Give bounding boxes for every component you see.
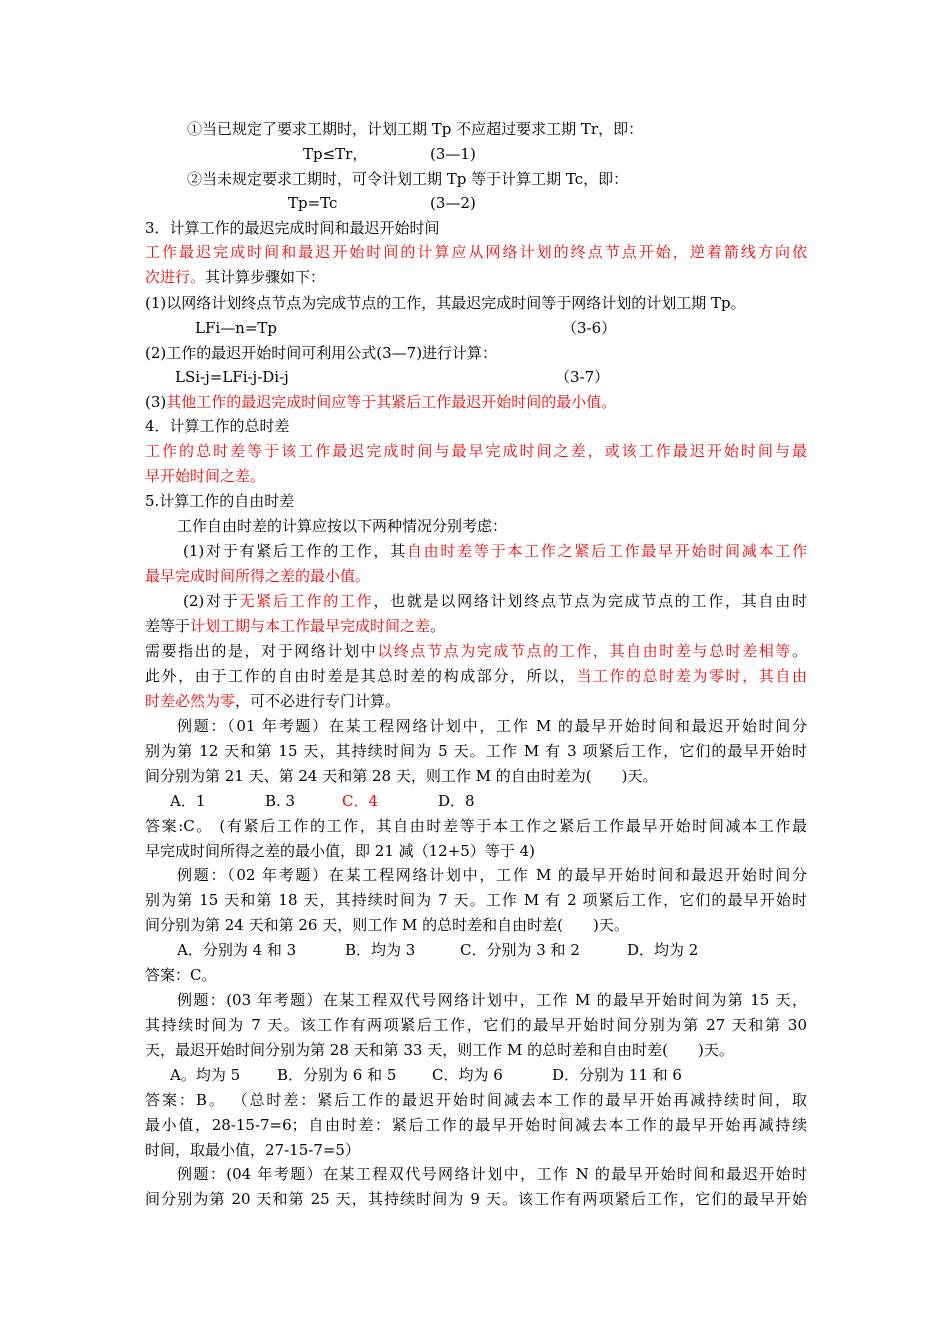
equation-number: （3-7） (555, 368, 610, 386)
answer-text: 早完成时间所得之差的最小值，即 21 减（12+5）等于 4) (145, 842, 535, 860)
text-span: (1)对于有紧后工作的工作，其 (183, 542, 407, 560)
highlighted-text: 以终点节点为完成节点的工作，其自由时差与总时差相等 (377, 642, 792, 660)
example-text: 例题：(04 年考题）在某工程双代号网络计划中，工作 N 的最早开始时间和最迟开始时 (177, 1165, 807, 1183)
text-line (145, 690, 400, 712)
answer-text: 答案：C。 (145, 966, 217, 984)
answer-option: C．分别为 3 和 2 (460, 941, 580, 959)
text-span: 。 (430, 617, 446, 635)
formula-text: LSi-j=LFi-j-Di-j (175, 368, 289, 386)
answer-option: C．4 (342, 792, 379, 810)
highlighted-text: 最早完成时间所得之差的最小值。 (145, 567, 371, 585)
text-line (145, 640, 807, 662)
answer-text: 时间，取最小值，27-15-7=5） (145, 1141, 360, 1159)
example-text: 例题：（01 年考题）在某工程网络计划中，工作 M 的最早开始时间和最迟开始时间分 (177, 717, 807, 735)
answer-option: A。均为 5 (170, 1066, 241, 1084)
example-text: 间分别为第 24 天和第 26 天，则工作 M 的总时差和自由时差( )天。 (145, 916, 629, 934)
example-text: 间分别为第 21 天、第 24 天和第 28 天，则工作 M 的自由时差为( )天。 (145, 767, 658, 785)
answer-option: A．1 (170, 792, 206, 810)
answer-option: A．分别为 4 和 3 (177, 941, 297, 959)
text-span: 差等于 (145, 617, 191, 635)
text-line (183, 540, 807, 562)
text-span: ，也就是以网络计划终点节点为完成节点的工作，其自由时 (373, 592, 807, 610)
example-text: 天，最迟开始时间分别为第 28 天和第 33 天，则工作 M 的总时差和自由时差( )天。 (145, 1041, 734, 1059)
example-text: 别为第 15 天和第 18 天，其持续时间为 7 天。工作 M 有 2 项紧后工作，它们的最早开始时 (145, 891, 807, 909)
example-text: 间分别为第 20 天和第 25 天，其持续时间为 9 天。该工作有两项紧后工作，它们的最早开始 (145, 1190, 807, 1208)
example-text: 别为第 12 天和第 15 天，其持续时间为 5 天。工作 M 有 3 项紧后工作，它们的最早开始时 (145, 742, 807, 760)
text-span: 需要指出的是，对于网络计划中 (145, 642, 378, 660)
example-text: 其持续时间为 7 天。该工作有两项紧后工作，它们的最早开始时间分别为第 27 天和第 30 (145, 1016, 807, 1034)
highlighted-text: 早开始时间之差。 (145, 467, 266, 485)
highlighted-text: 工作的总时差等于该工作最迟完成时间与最早完成时间之差，或该工作最迟开始时间与最 (145, 442, 807, 460)
section-heading: 4．计算工作的总时差 (145, 417, 290, 435)
example-text: 例题：（02 年考题）在某工程网络计划中，工作 M 的最早开始时间和最迟开始时间分 (177, 866, 807, 884)
answer-text: 最小值，28-15-7=6；自由时差：紧后工作的最早开始时间减去本工作的最早开始再减持续 (145, 1116, 807, 1134)
text-span: (3) (145, 393, 167, 411)
highlighted-text: 自由时差等于本工作之紧后工作最早开始时间减本工作 (406, 542, 807, 560)
text-line (145, 665, 807, 687)
equation-number: （3-6） (562, 319, 617, 337)
answer-option: D．均为 2 (627, 941, 699, 959)
highlighted-text: 次进行。 (145, 268, 206, 286)
highlighted-text: 无紧后工作的工作 (239, 592, 374, 610)
highlighted-text: 工作最迟完成时间和最迟开始时间的计算应从网络计划的终点节点开始，逆着箭线方向依 (145, 243, 807, 261)
example-text: 例题：(03 年考题）在某工程双代号网络计划中，工作 M 的最早开始时间为第 15 天， (177, 991, 807, 1009)
text-line (145, 391, 616, 413)
formula-text: LFi—n=Tp (195, 319, 278, 337)
section-heading: 5.计算工作的自由时差 (145, 492, 295, 510)
answer-option: D．8 (438, 792, 475, 810)
text-line: ①当已规定了要求工期时，计划工期 Tp 不应超过要求工期 Tr，即： (187, 120, 644, 138)
text-line: ②当未规定要求工期时，可令计划工期 Tp 等于计算工期 Tc，即： (187, 170, 629, 188)
highlighted-text: 其他工作的最迟完成时间应等于其紧后工作最迟开始时间的最小值。 (166, 393, 617, 411)
text-span: (2)对于 (183, 592, 240, 610)
text-span: 。 (791, 642, 807, 660)
highlighted-text: 时差必然为零 (145, 692, 236, 710)
text-line (183, 590, 807, 612)
text-span: ，可不必进行专门计算。 (235, 692, 401, 710)
text-span: 此外，由于工作的自由时差是其总时差的构成部分，所以， (145, 667, 577, 685)
equation-number: (3—1) (430, 145, 476, 163)
answer-option: D．分别为 11 和 6 (552, 1066, 682, 1084)
text-line: (2)工作的最迟开始时间可利用公式(3—7)进行计算： (145, 344, 498, 362)
text-line: 工作自由时差的计算应按以下两种情况分别考虑： (177, 517, 508, 535)
formula-text: Tp≤Tr， (303, 145, 368, 163)
equation-number: (3—2) (430, 194, 476, 212)
answer-option: C．均为 6 (432, 1066, 503, 1084)
section-heading: 3．计算工作的最迟完成时间和最迟开始时间 (145, 219, 440, 237)
text-line (145, 266, 325, 288)
text-line (145, 615, 445, 637)
text-span: 其计算步骤如下： (205, 268, 326, 286)
highlighted-text: 当工作的总时差为零时，其自由 (576, 667, 807, 685)
answer-option: B. 3 (265, 792, 296, 810)
answer-option: B．均为 3 (345, 941, 416, 959)
text-line: (1)以网络计划终点节点为完成节点的工作，其最迟完成时间等于网络计划的计划工期 Tp。 (145, 294, 746, 312)
answer-text: 答案:C。 (有紧后工作的工作，其自由时差等于本工作之紧后工作最早开始时间减本工作最 (145, 817, 807, 835)
formula-text: Tp=Tc (288, 194, 338, 212)
answer-text: 答案：B。 （总时差：紧后工作的最迟开始时间减去本工作的最早开始再减持续时间，取 (145, 1091, 807, 1109)
highlighted-text: 计划工期与本工作最早完成时间之差 (190, 617, 431, 635)
answer-option: B．分别为 6 和 5 (277, 1066, 397, 1084)
